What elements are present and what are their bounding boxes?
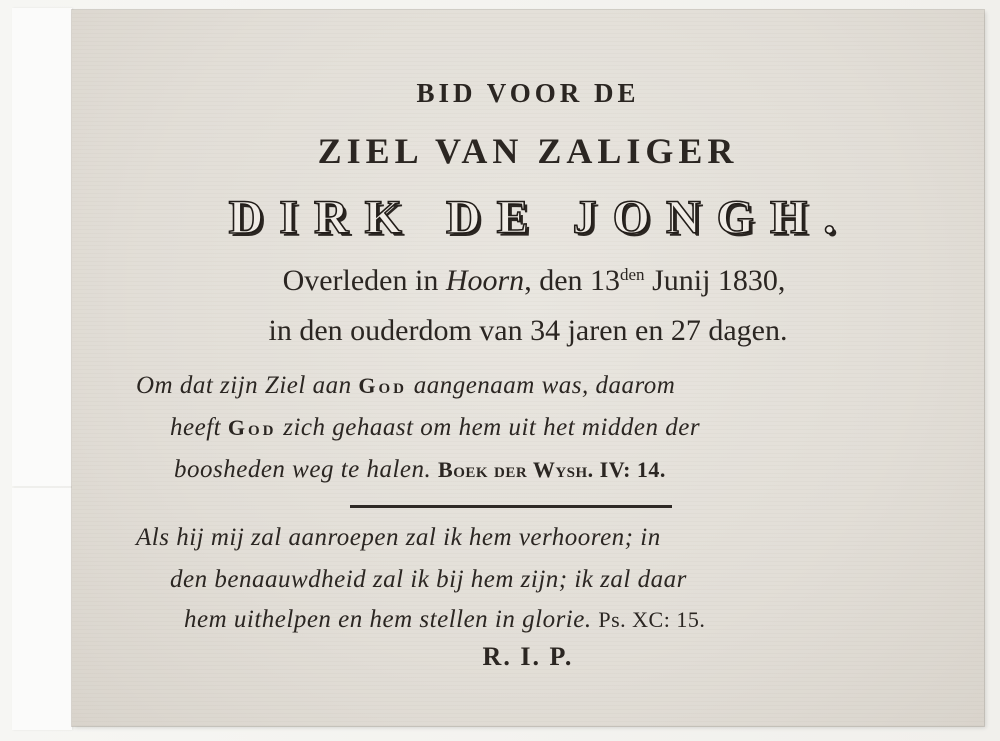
heading-soul-of: ZIEL VAN ZALIGER (317, 131, 739, 171)
death-line (78, 264, 990, 298)
verse2-line2: den benaauwdheid zal ik bij hem zijn; ik zal daar (170, 566, 687, 593)
verse1-line1-a: Om dat zijn Ziel aan (136, 372, 352, 399)
verse2-reference: Ps. XC: 15. (598, 607, 706, 632)
heading-pray-for: BID VOOR DE (416, 78, 640, 108)
verse1-line1-b: aangenaam was, daarom (413, 372, 676, 399)
verse1-line2-b: zich gehaast om hem uit het midden der (283, 414, 701, 441)
verse1-god-1: God (358, 373, 407, 398)
death-place: Hoorn (445, 264, 525, 297)
verse2-line3-a: hem uithelpen en hem stellen in glorie. (184, 606, 592, 633)
deceased-name: DIRK DE JONGH. (228, 191, 852, 244)
death-post: Junij 1830, (652, 264, 786, 297)
death-mid: , den 13 (524, 264, 621, 297)
age-line: in den ouderdom van 34 jaren en 27 dagen. (268, 314, 788, 347)
death-pre: Overleden in (282, 264, 439, 297)
verse1-line2-a: heeft (170, 414, 222, 441)
verse2-line1: Als hij mij zal aanroepen zal ik hem verhooren; in (136, 524, 661, 551)
death-sup: den (620, 265, 645, 284)
verse1-line3-a: boosheden weg te halen. (174, 456, 432, 483)
verse1-line3 (174, 456, 666, 484)
verse1-god-2: God (227, 415, 277, 440)
verse1-reference: Boek der Wysh. IV: 14. (438, 457, 666, 482)
closing-rip: R. I. P. (482, 642, 574, 671)
memorial-card (72, 10, 984, 726)
mount-tab-bottom (12, 488, 72, 730)
mount-tab-top (12, 8, 72, 486)
verse2-line3 (184, 606, 705, 634)
verse1-line2 (170, 414, 700, 442)
divider-rule (350, 505, 672, 508)
verse1-line1 (136, 372, 675, 400)
